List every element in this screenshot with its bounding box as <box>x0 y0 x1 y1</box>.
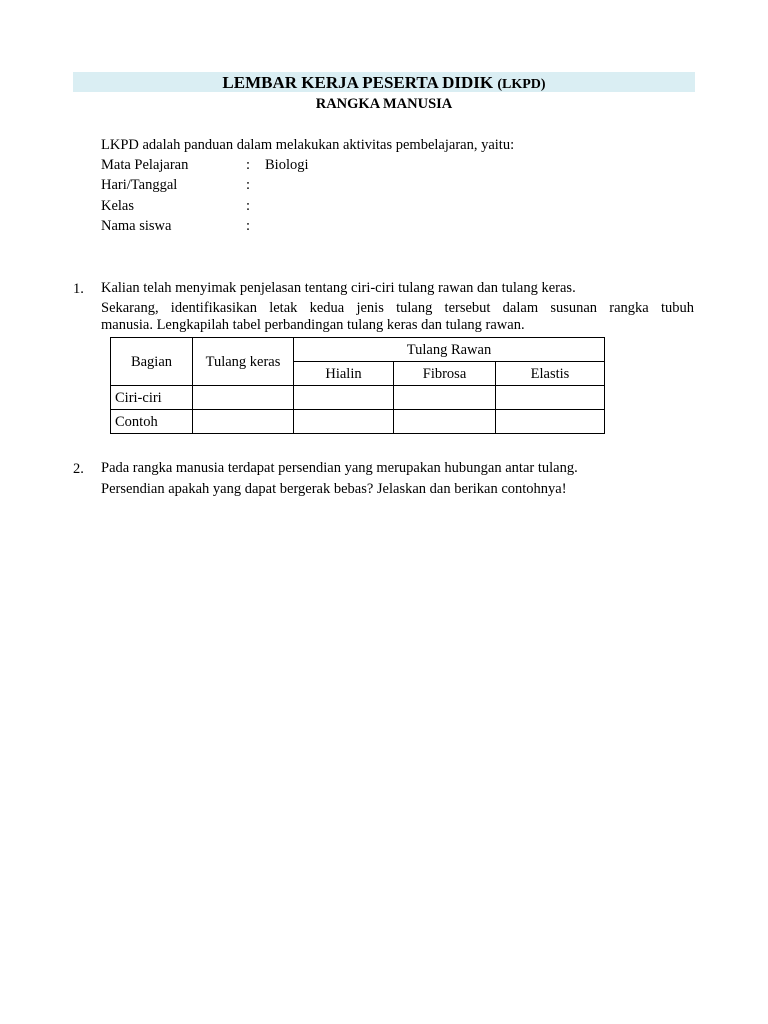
title-abbreviation: (LKPD) <box>497 77 546 92</box>
info-colon: : <box>246 177 251 194</box>
answer-cell[interactable] <box>294 386 394 410</box>
row-label-ciri-ciri: Ciri-ciri <box>111 386 193 410</box>
worksheet-title <box>73 72 695 92</box>
question-1-number: 1. <box>73 281 84 297</box>
answer-cell[interactable] <box>496 386 605 410</box>
info-label: Nama siswa <box>101 218 172 235</box>
answer-cell[interactable] <box>294 410 394 434</box>
info-label: Mata Pelajaran <box>101 157 189 173</box>
subheader-elastis: Elastis <box>496 362 605 386</box>
question-1-line-3: manusia. Lengkapilah tabel perbandingan tulang keras dan tulang rawan. <box>101 317 525 333</box>
info-value: Biologi <box>265 157 309 173</box>
question-1-line-2: Sekarang, identifikasikan letak kedua jenis tulang tersebut dalam susunan rangka tubuh <box>101 300 694 316</box>
header-bagian: Bagian <box>111 338 193 386</box>
title-main: LEMBAR KERJA PESERTA DIDIK <box>222 73 494 92</box>
table-row <box>111 386 605 410</box>
table-header-row <box>111 338 605 362</box>
answer-cell[interactable] <box>193 410 294 434</box>
subheader-fibrosa: Fibrosa <box>394 362 496 386</box>
info-colon: : <box>246 218 251 235</box>
subheader-hialin: Hialin <box>294 362 394 386</box>
header-tulang-rawan: Tulang Rawan <box>294 338 605 362</box>
question-2-line-2: Persendian apakah yang dapat bergerak bebas? Jelaskan dan berikan contohnya! <box>101 481 567 497</box>
header-tulang-keras: Tulang keras <box>193 338 294 386</box>
answer-cell[interactable] <box>394 386 496 410</box>
intro-text: LKPD adalah panduan dalam melakukan aktivitas pembelajaran, yaitu: <box>101 137 515 153</box>
answer-cell[interactable] <box>394 410 496 434</box>
question-2-line-1: Pada rangka manusia terdapat persendian yang merupakan hubungan antar tulang. <box>101 460 578 476</box>
table-row <box>111 410 605 434</box>
info-colon: : <box>246 157 251 173</box>
worksheet-subtitle: RANGKA MANUSIA <box>315 96 453 112</box>
question-2-number: 2. <box>73 461 84 477</box>
info-colon: : <box>246 197 251 214</box>
answer-cell[interactable] <box>193 386 294 410</box>
question-1-line-1: Kalian telah menyimak penjelasan tentang ciri-ciri tulang rawan dan tulang keras. <box>101 280 576 296</box>
info-label: Hari/Tanggal <box>101 177 178 194</box>
answer-cell[interactable] <box>496 410 605 434</box>
row-label-contoh: Contoh <box>111 410 193 434</box>
info-label: Kelas <box>101 197 135 214</box>
bone-comparison-table <box>110 337 605 434</box>
